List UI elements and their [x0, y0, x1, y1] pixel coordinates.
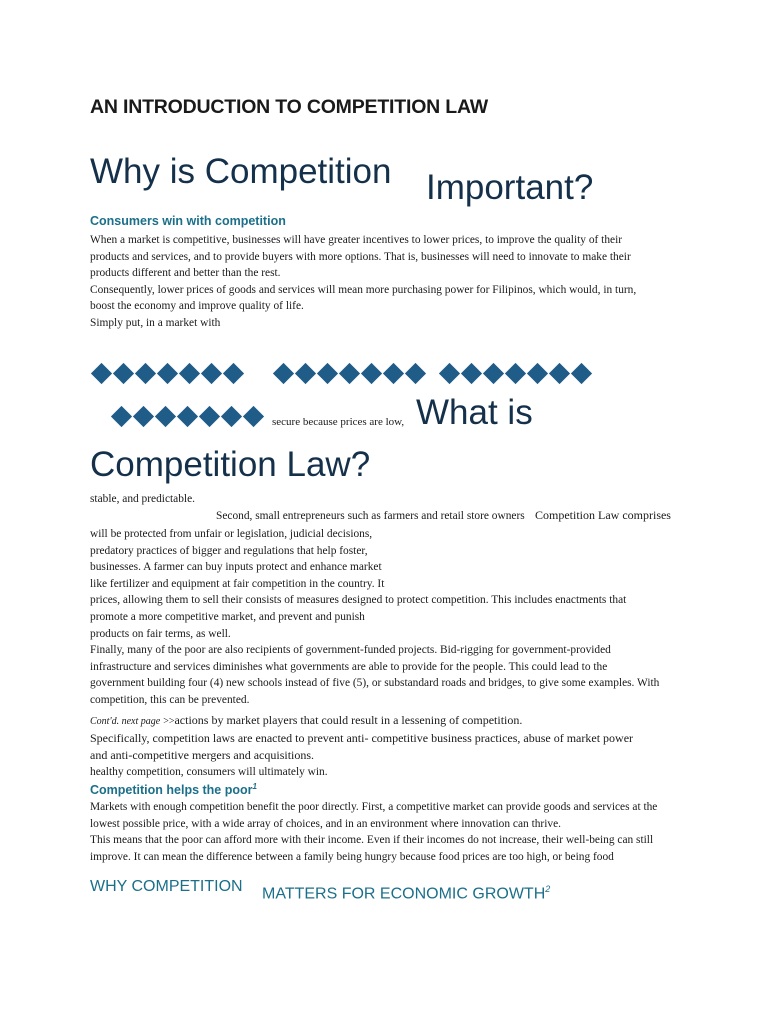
contd-arrow: >> [163, 716, 175, 727]
text-line: predatory practices of bigger and regulations that help foster, [90, 544, 368, 557]
diamond-bullet-icon [405, 363, 426, 384]
diamond-bullet-icon [361, 363, 382, 384]
diamond-bullet-icon [155, 406, 176, 427]
text-line: lowest possible price, with a wide array of choices, and in an environment where innovation can thrive. [90, 817, 561, 830]
text-line: This means that the poor can afford more with their income. Even if their incomes do not increase, their well-being can still [90, 834, 654, 847]
text-line: Finally, many of the poor are also recipients of government-funded projects. Bid-rigging for government-provided [90, 644, 611, 657]
diamond-row-2 [112, 409, 263, 424]
paragraph-poor [90, 799, 690, 865]
text-line: products on fair terms, as well. [90, 627, 231, 640]
diamond-bullet-icon [317, 363, 338, 384]
text-line: When a market is competitive, businesses will have greater incentives to lower prices, to improve the quality of their [90, 234, 623, 246]
diamond-bullet-icon [133, 406, 154, 427]
diamond-row-text: secure because prices are low, [272, 416, 405, 428]
heading-why-part2: Important? [426, 168, 594, 207]
text-line: competition, this can be prevented. [90, 693, 250, 706]
text-line: infrastructure and services diminishes what governments are able to provide for the people. This could lead to the [90, 660, 608, 673]
subheading-poor-text: Competition helps the poor [90, 783, 253, 798]
text-line: prices, allowing them to sell their consists of measures designed to protect competition. This includes enactments that [90, 594, 627, 607]
diamond-bullet-icon [111, 406, 132, 427]
paragraph-consumers [90, 232, 690, 332]
diamond-bullet-icon [177, 406, 198, 427]
text-line: Second, small entrepreneurs such as farmers and retail store owners [216, 510, 525, 522]
diamond-bullet-icon [157, 363, 178, 384]
diamond-bullet-icon [383, 363, 404, 384]
text-line: Markets with enough competition benefit the poor directly. First, a competitive market can provide goods and services at the [90, 801, 658, 813]
diamond-bullet-icon [179, 363, 200, 384]
paragraph-competition-law [90, 526, 690, 709]
diamond-row-1c [440, 366, 591, 381]
text-line: stable, and predictable. [90, 493, 196, 505]
subheading-consumers: Consumers win with competition [90, 214, 286, 228]
text-line: and anti-competitive mergers and acquisitions. [90, 748, 315, 762]
text-line: like fertilizer and equipment at fair competition in the country. It [90, 577, 385, 590]
diamond-bullet-icon [243, 406, 264, 427]
text-line: promote a more competitive market, and prevent and punish [90, 610, 365, 623]
text-line: healthy competition, consumers will ultimately win. [90, 766, 328, 778]
heading-why-competition-part2 [262, 884, 550, 903]
text-line: businesses. A farmer can buy inputs protect and enhance market [90, 561, 382, 574]
heading-why-competition-text: MATTERS FOR ECONOMIC GROWTH [262, 885, 546, 903]
diamond-bullet-icon [113, 363, 134, 384]
diamond-bullet-icon [505, 363, 526, 384]
text-line: products and services, and to provide buyers with more options. That is, businesses will need to innovate to make their [90, 250, 631, 263]
contd-line [90, 713, 522, 728]
text-line: will be protected from unfair or legislation, judicial decisions, [90, 528, 373, 540]
text-line: Simply put, in a market with [90, 316, 221, 329]
diamond-bullet-icon [295, 363, 316, 384]
contd-rest: actions by market players that could result in a lessening of competition. [174, 713, 523, 727]
heading-why-competition-part1: WHY COMPETITION [90, 878, 243, 895]
footnote-marker: 1 [252, 782, 257, 791]
text-line: Competition Law comprises [535, 508, 671, 522]
text-line: products different and better than the rest. [90, 267, 281, 280]
diamond-bullet-icon [223, 363, 244, 384]
paragraph-specifically [90, 730, 690, 781]
diamond-bullet-icon [571, 363, 592, 384]
diamond-bullet-icon [461, 363, 482, 384]
subheading-poor [90, 782, 257, 797]
diamond-bullet-icon [135, 363, 156, 384]
diamond-bullet-icon [91, 363, 112, 384]
diamond-bullet-icon [339, 363, 360, 384]
text-line: boost the economy and improve quality of life. [90, 300, 304, 313]
contd-note: Cont'd. next page [90, 716, 161, 727]
diamond-row-1a [92, 366, 243, 381]
heading-what-part1: What is [416, 393, 533, 432]
heading-what-part2: Competition Law? [90, 445, 371, 484]
text-line: government building four (4) new schools instead of five (5), or substandard roads and bridges, to give some examples. With [90, 677, 660, 690]
text-line: Specifically, competition laws are enacted to prevent anti- competitive business practices, abuse of market power [90, 731, 634, 745]
diamond-row-1b [274, 366, 425, 381]
footnote-marker: 2 [545, 884, 551, 894]
diamond-bullet-icon [221, 406, 242, 427]
diamond-bullet-icon [201, 363, 222, 384]
diamond-bullet-icon [549, 363, 570, 384]
diamond-bullet-icon [527, 363, 548, 384]
document-title: AN INTRODUCTION TO COMPETITION LAW [90, 96, 488, 118]
diamond-bullet-icon [439, 363, 460, 384]
text-line: Consequently, lower prices of goods and services will mean more purchasing power for Filipinos, which would, in turn, [90, 283, 637, 296]
heading-why-part1: Why is Competition [90, 152, 392, 191]
text-line: improve. It can mean the difference between a family being hungry because food prices are too high, or being food [90, 850, 614, 863]
diamond-bullet-icon [483, 363, 504, 384]
diamond-bullet-icon [273, 363, 294, 384]
diamond-bullet-icon [199, 406, 220, 427]
